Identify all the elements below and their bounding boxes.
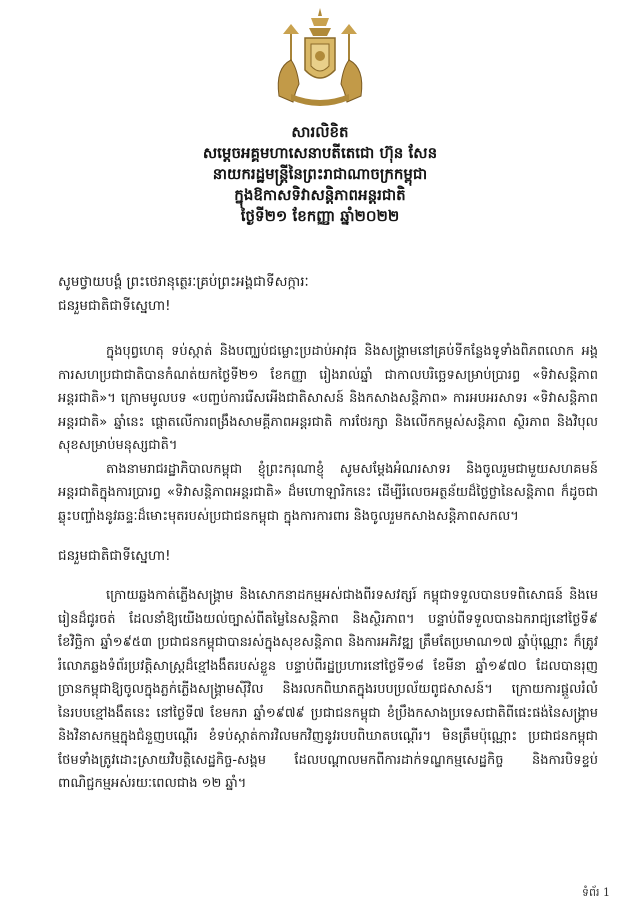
letter-body [58, 270, 598, 796]
letter-header [0, 122, 640, 227]
header-sender-position: នាយករដ្ឋមន្ត្រីនៃព្រះរាជាណាចក្រកម្ពុជា [212, 165, 428, 183]
header-date: ថ្ងៃទី២១ ខែកញ្ញា ឆ្នាំ២០២២ [240, 207, 400, 225]
royal-arms-emblem-icon [265, 6, 375, 110]
header-title: សារលិខិត [291, 123, 349, 141]
paragraph-1: ក្នុងបុព្វហេតុ ទប់ស្កាត់ និងបញ្ឈប់ជម្លោះប្រដាប់អាវុធ និងសង្គ្រាមនៅគ្រប់ទីកន្លែងទូទាំងពិភពលោក អង្គការសហប្រជាជាតិបានកំណត់យកថ្ងៃទី២១ ខែកញ្ញា រៀងរាល់ឆ្នាំ ជាកាលបរិច្ឆេទសម្រាប់ប្រារព្ធ «ទិវាសន្តិភាពអន្តរជាតិ»។ ក្រោមមូលបទ «បញ្ចប់ការរើសអើងជាតិសាសន៍ និងកសាងសន្តិភាព» ការអបអរសាទរ «ទិវាសន្តិភាពអន្តរជាតិ» ឆ្នាំនេះ ផ្តោតលើការពង្រឹងសាមគ្គីភាពអន្តរជាតិ ការថែរក្សា និងលើកកម្ពស់សន្តិភាព ស្ថិរភាព និងវិបុលសុខសម្រាប់មនុស្សជាតិ។ [58, 344, 598, 453]
paragraph-3: ក្រោយឆ្លងកាត់ភ្លើងសង្គ្រាម និងសោកនាដកម្មអស់ជាងពីរទសវត្សរ៍ កម្ពុជាទទួលបានបទពិសោធន៍ និងមេរៀនដ៏ជូរចត់ ដែលនាំឱ្យយើងយល់ច្បាស់ពីតម្លៃនៃសន្តិភាព និងស្ថិរភាព។ បន្ទាប់ពីទទួលបានឯករាជ្យនៅថ្ងៃទី៩ ខែវិច្ឆិកា ឆ្នាំ១៩៥៣ ប្រជាជនកម្ពុជាបានរស់ក្នុងសុខសន្តិភាព និងការអភិវឌ្ឍ ត្រឹមតែប្រមាណ១៧ ឆ្នាំប៉ុណ្ណោះ ក៏ត្រូវរំលោភឆ្លងទំព័រប្រវត្តិសាស្ត្រដ៏ខ្មៅងងឹតរបស់ខ្លួន បន្ទាប់ពីរដ្ឋប្រហារនៅថ្ងៃទី១៨ ខែមីនា ឆ្នាំ១៩៧០ ដែលបានរុញច្រានកម្ពុជាឱ្យចូលក្នុងភ្លក់ភ្លើងសង្គ្រាមស៊ីវិល និងរលកពិឃាតក្នុងរបបប្រល័យពូជសាសន៍។ ក្រោយការផ្តួលរំលំនៃរបបខ្មៅងងឹតនេះ នៅថ្ងៃទី៧ ខែមករា ឆ្នាំ១៩៧៩ ប្រជាជនកម្ពុជា ខំប្រឹងកសាងប្រទេសជាតិពីផេះផង់នៃសង្គ្រាម និងវិនាសកម្មក្នុងជំនួញបណ្តើរ ខំទប់ស្កាត់ការវិលមកវិញនូវរបបពិឃាតបណ្តើរ។ មិនត្រឹមប៉ុណ្ណោះ ប្រជាជនកម្ពុជា ថែមទាំងត្រូវដោះស្រាយវិបត្តិសេដ្ឋកិច្ច-សង្គម ដែលបណ្តាលមកពីការដាក់ទណ្ឌកម្មសេដ្ឋកិច្ច និងការបិទខ្ទប់ពាណិជ្ជកម្មអស់រយៈពេលជាង ១២ ឆ្នាំ។ [58, 588, 598, 791]
paragraph-2: តាងនាមរាជរដ្ឋាភិបាលកម្ពុជា ខ្ញុំព្រះករុណាខ្ញុំ សូមសម្តែងអំណរសាទរ និងចូលរួមជាមួយសហគមន៍អន្តរជាតិក្នុងការប្រារព្ធ «ទិវាសន្តិភាពអន្តរជាតិ» ដ៏មហោឡារិកនេះ ដើម្បីរំលេចអត្ថន័យដ៏ថ្លៃថ្លានៃសន្តិភាព ក៏ដូចជាឆ្លុះបញ្ចាំងនូវឆន្ទៈដ៏មោះមុតរបស់ប្រជាជនកម្ពុជា ក្នុងការការពារ និងចូលរួមកសាងសន្តិភាពសកល។ [58, 461, 598, 524]
header-occasion: ក្នុងឱកាសទិវាសន្តិភាពអន្តរជាតិ [234, 186, 406, 204]
page-number: ទំព័រ 1 [582, 886, 610, 899]
salutation-compatriots: ជនរួមជាតិជាទីស្នេហា! [58, 298, 171, 314]
salutation-monks: សូមថ្វាយបង្គំ ព្រះថេរានុត្ថេរៈគ្រប់ព្រះអង្គជាទីសក្ការៈ [58, 274, 309, 290]
header-sender-name: សម្តេចអគ្គមហាសេនាបតីតេជោ ហ៊ុន សែន [202, 144, 438, 162]
salutation-compatriots-2: ជនរួមជាតិជាទីស្នេហា! [58, 548, 171, 564]
